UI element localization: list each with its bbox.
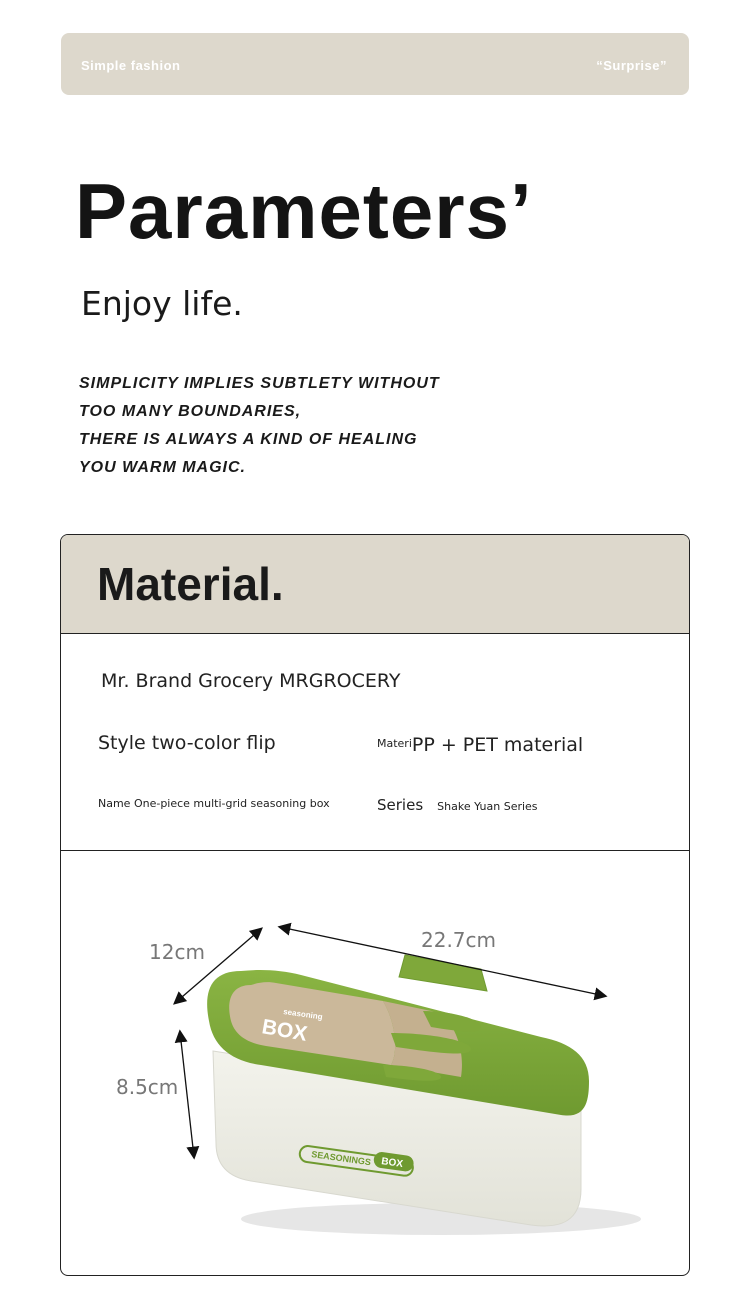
- name-spec: Name One-piece multi-grid seasoning box: [98, 797, 330, 810]
- material-header: [61, 535, 689, 634]
- front-label-right: BOX: [380, 1156, 404, 1170]
- depth-label: 12cm: [149, 940, 205, 964]
- lid-text-small: seasoning: [282, 1007, 324, 1022]
- banner-right-text: “Surprise”: [596, 58, 667, 73]
- material-spec: [377, 734, 583, 756]
- material-value: PP + PET material: [411, 734, 584, 756]
- series-label: Series: [377, 796, 424, 814]
- material-heading: Material.: [97, 558, 284, 610]
- material-label: Materi: [377, 737, 412, 750]
- product-illustration: [61, 851, 689, 1275]
- lid-handle: [399, 955, 487, 991]
- top-banner: [61, 33, 689, 95]
- lid-text-large: BOX: [260, 1015, 309, 1046]
- tagline-line: YOU WARM MAGIC.: [79, 459, 246, 476]
- series-spec: [377, 796, 538, 814]
- height-arrow: [180, 1032, 194, 1157]
- brand-spec: Mr. Brand Grocery MRGROCERY: [101, 670, 401, 692]
- length-label: 22.7cm: [421, 928, 497, 952]
- tagline: [79, 370, 440, 482]
- series-value: Shake Yuan Series: [437, 800, 538, 813]
- style-spec: Style two-color flip: [98, 732, 276, 754]
- tagline-line: SIMPLICITY IMPLIES SUBTLETY WITHOUT: [79, 375, 440, 392]
- spec-table: [61, 634, 689, 851]
- material-card: [60, 534, 690, 1276]
- seasoning-box-image: [61, 851, 689, 1275]
- tagline-line: TOO MANY BOUNDARIES,: [79, 403, 302, 420]
- banner-left-text: Simple fashion: [81, 58, 181, 73]
- front-label-left: SEASONINGS: [310, 1149, 372, 1168]
- tagline-line: THERE IS ALWAYS A KIND OF HEALING: [79, 431, 418, 448]
- subtitle: Enjoy life.: [81, 284, 243, 323]
- height-label: 8.5cm: [116, 1075, 179, 1099]
- page-title: Parameters’: [75, 167, 533, 255]
